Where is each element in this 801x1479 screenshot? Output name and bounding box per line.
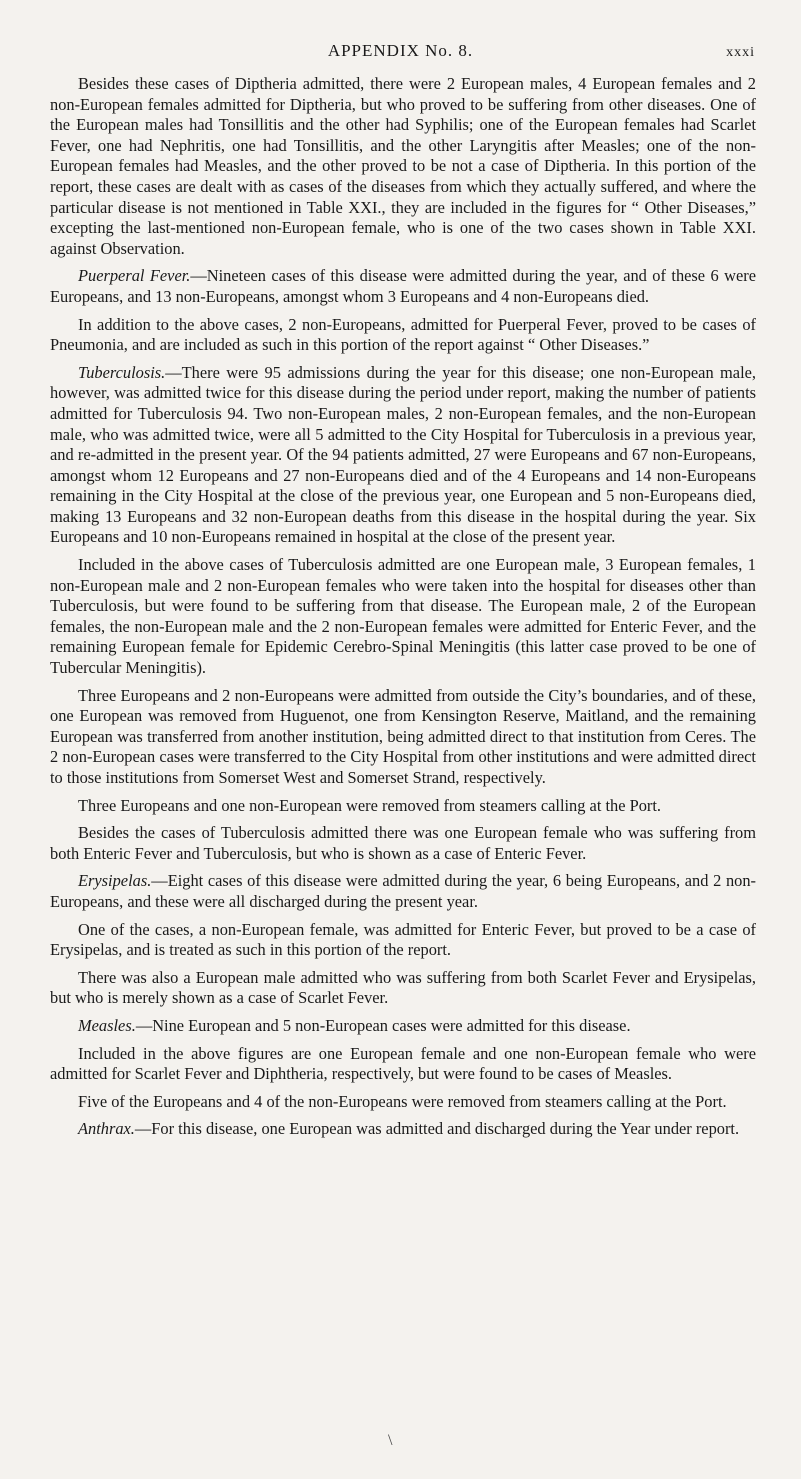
paragraph [50, 968, 756, 1009]
paragraph [50, 363, 756, 548]
paragraph [50, 1092, 756, 1113]
paragraph-text: There was also a European male admitted who was suffering from both Scarlet Fever and Erysipelas, but who is merely shown as a case of Scarlet Fever. [50, 967, 756, 1008]
paragraph-text: —Nine European and 5 non-European cases were admitted for this disease. [135, 1015, 631, 1035]
paragraph-text: —Nineteen cases of this disease were admitted during the year, and of these 6 were Europeans, and 13 non-Europeans, amongst whom 3 Europeans and 4 non-Europeans died. [50, 266, 756, 306]
section-heading: Puerperal Fever. [78, 266, 191, 286]
section-heading: Anthrax. [78, 1119, 135, 1139]
page-number: xxxi [726, 45, 755, 60]
paragraph-text: Included in the above cases of Tuberculosis admitted are one European male, 3 European females, 1 non-European male and 2 non-European females who were taken into the hospital for diseases other than Tuberculosis, but were found to be suffering from that disease. The European male, 2 of the European females, the non-European male and the 2 non-European females were admitted for Enteric Fever, and the remaining European female for Epidemic Cerebro-Spinal Meningitis (this latter case proved to be one of Tubercular Meningitis). [50, 555, 756, 678]
paragraph [50, 823, 756, 864]
section-heading: Measles. [78, 1015, 136, 1035]
section-heading: Erysipelas. [78, 871, 152, 891]
paragraph-text: Five of the Europeans and 4 of the non-Europeans were removed from steamers calling at the Port. [78, 1091, 727, 1111]
body-text [50, 74, 756, 1140]
paragraph [50, 920, 756, 961]
paragraph [50, 315, 756, 356]
paragraph-text: One of the cases, a non-European female, was admitted for Enteric Fever, but proved to be a case of Erysipelas, and is treated as such in this portion of the report. [50, 919, 756, 960]
paragraph [50, 74, 756, 259]
page-header [0, 41, 801, 65]
paragraph [50, 1016, 756, 1037]
paragraph [50, 686, 756, 789]
scan-mark: \ [388, 1432, 393, 1449]
paragraph-text: —For this disease, one European was admitted and discharged during the Year under report. [134, 1119, 740, 1139]
paragraph-text: Besides the cases of Tuberculosis admitted there was one European female who was suffering from both Enteric Fever and Tuberculosis, but who is shown as a case of Enteric Fever. [50, 823, 756, 863]
paragraph [50, 871, 756, 912]
paragraph-text: Besides these cases of Diptheria admitted, there were 2 European males, 4 European females and 2 non-European females admitted for Diptheria, but who proved to be suffering from other diseases. One of the European males had Tonsillitis and the other had Syphilis; one of the European females had Scarlet Fever, one had Nephritis, one had Tonsillitis, and the other Laryngitis after Measles; one of the non-European females had Measles, and the other proved to be not a case of Diptheria. In this portion of the report, these cases are dealt with as cases of the diseases from which they actually suffered, and where the particular disease is not mentioned in Table XXI., they are included in the figures for “ Other Diseases,” excepting the last-mentioned non-European female, who is one of the two cases shown in Table XXI. against Observation. [50, 74, 756, 258]
paragraph [50, 266, 756, 307]
paragraph-text: —There were 95 admissions during the year for this disease; one non-European male, however, was admitted twice for this disease during the period under report, making the number of patients admitted for Tuberculosis 94. Two non-European males, 2 non-European females, and the non-European male, who was admitted twice, were all 5 admitted to the City Hospital for Tuberculosis in a previous year, and re-admitted in the present year. Of the 94 patients admitted, 27 were Europeans and 67 non-Europeans, amongst whom 12 Europeans and 27 non-Europeans died and of the 4 Europeans and 14 non-Europeans remaining in the City Hospital at the close of the previous year, one European and 5 non-Europeans died, making 13 Europeans and 32 non-European deaths from this disease in the hospital during the year. Six Europeans and 10 non-Europeans remained in hospital at the close of the present year. [50, 362, 756, 547]
paragraph [50, 555, 756, 679]
paragraph-text: —Eight cases of this disease were admitted during the year, 6 being Europeans, and 2 non-Europeans, and these were all discharged during the present year. [50, 871, 756, 911]
appendix-title: APPENDIX No. 8. [327, 41, 474, 60]
paragraph [50, 1119, 756, 1140]
paragraph [50, 1044, 756, 1085]
paragraph-text: In addition to the above cases, 2 non-Europeans, admitted for Puerperal Fever, proved to be cases of Pneumonia, and are included as such in this portion of the report against “ Other Diseases.” [50, 314, 756, 355]
section-heading: Tuberculosis. [78, 362, 166, 382]
paragraph-text: Three Europeans and 2 non-Europeans were admitted from outside the City’s boundaries, and of these, one European was removed from Huguenot, one from Kensington Reserve, Maitland, and the remaining European was transferred from another institution, being admitted direct to that institution from Ceres. The 2 non-European cases were transferred to the City Hospital from other institutions and were admitted direct to those institutions from Somerset West and Somerset Strand, respectively. [50, 685, 756, 787]
paragraph-text: Included in the above figures are one European female and one non-European female who were admitted for Scarlet Fever and Diphtheria, respectively, but were found to be cases of Measles. [50, 1043, 756, 1084]
paragraph [50, 796, 756, 817]
paragraph-text: Three Europeans and one non-European were removed from steamers calling at the Port. [78, 795, 662, 815]
